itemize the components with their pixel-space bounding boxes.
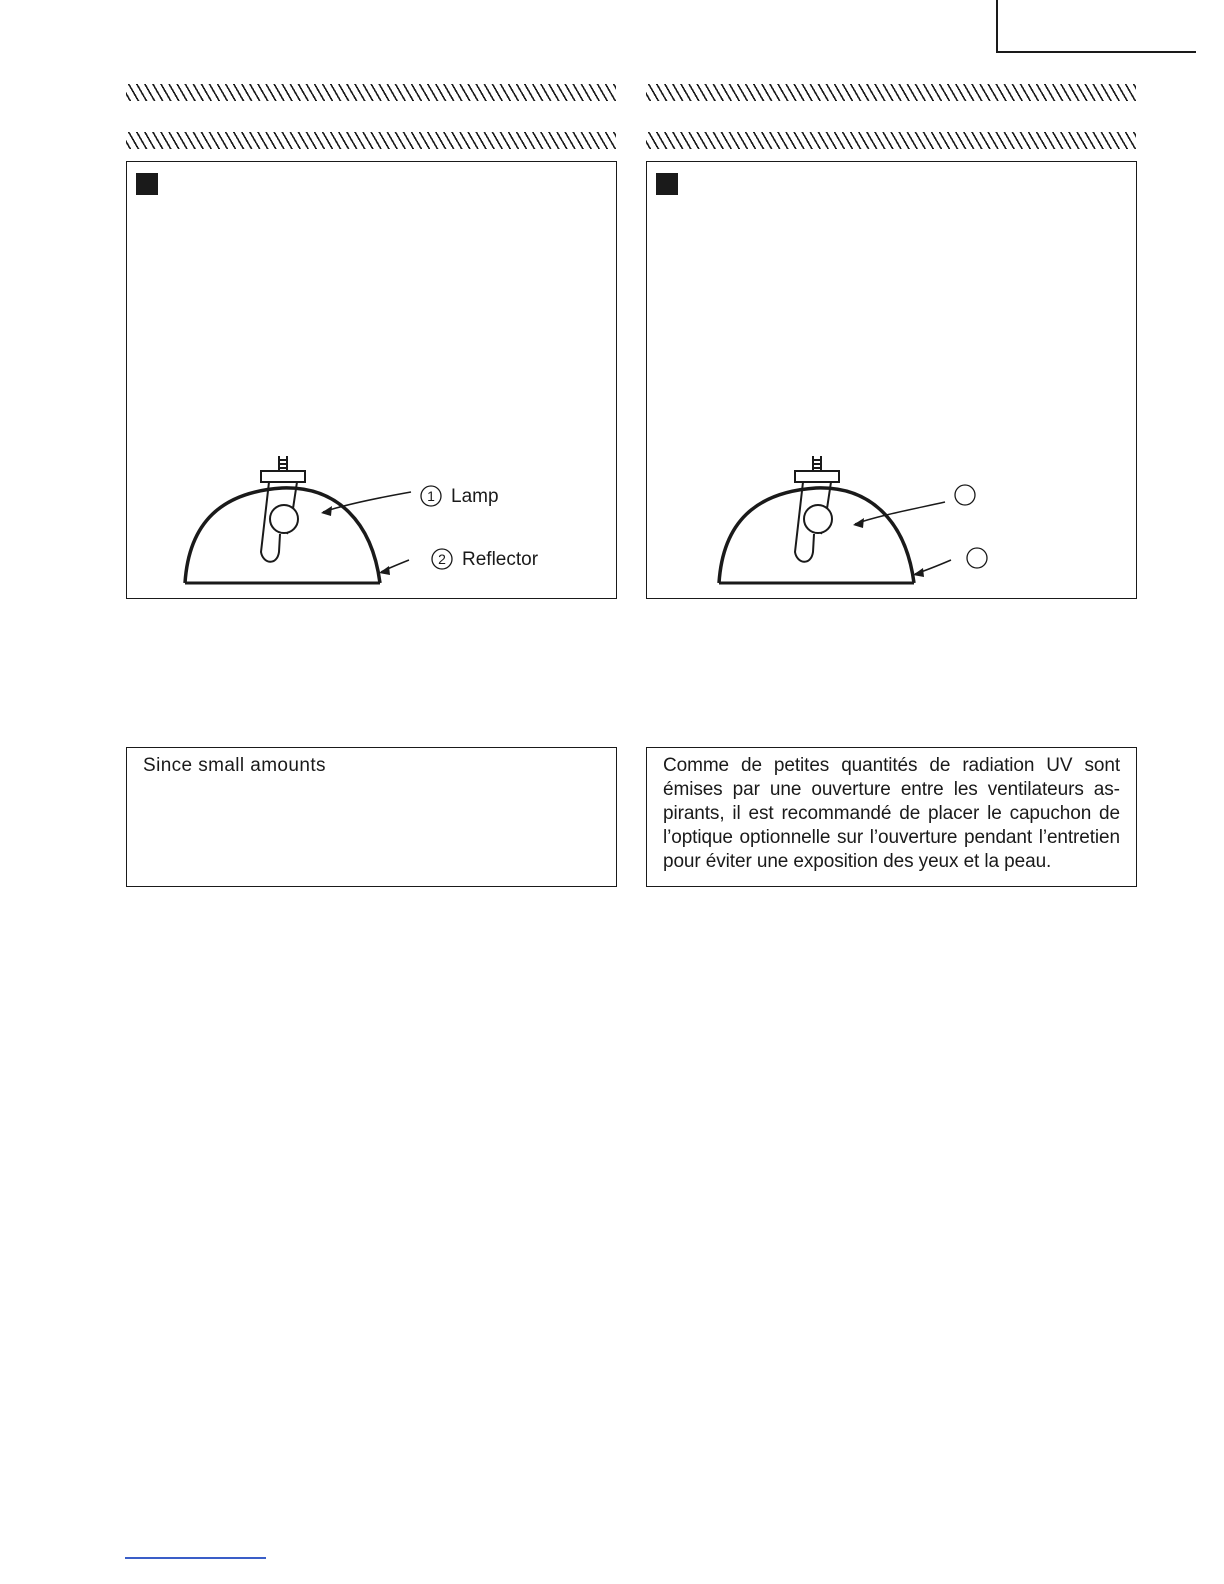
lamp-reflector-diagram — [127, 162, 618, 600]
lamp-diagram-panel-english — [126, 161, 617, 599]
page-corner-tab — [996, 0, 1196, 53]
footer-link-rule — [125, 1557, 266, 1559]
uv-warning-note-english: Since small amounts — [126, 747, 617, 887]
reflector-callout-label: Reflector — [462, 549, 539, 570]
hatched-rule-left-second — [126, 132, 616, 149]
lamp-diagram-panel-french — [646, 161, 1137, 599]
reflector-callout-number: 2 — [438, 551, 446, 567]
lamp-callout-number: 1 — [427, 488, 435, 504]
reflector-dome — [719, 488, 914, 583]
lamp-leader-line — [855, 502, 945, 524]
reflector-dome — [185, 488, 380, 583]
hatched-rule-right-top — [646, 84, 1136, 101]
hatched-rule-right-second — [646, 132, 1136, 149]
uv-warning-note-french: Comme de petites quantités de radiation UV sont émises par une ouverture entre les ventilateurs aspirants, il est recommandé de placer le capuchon de l’optique optionnelle sur l’ouverture pendant l’entretien pour éviter une exposition des yeux et la peau. — [646, 747, 1137, 887]
lamp-reflector-diagram — [647, 162, 1138, 600]
hatched-rule-left-top — [126, 84, 616, 101]
lamp-callout-label: Lamp — [451, 486, 499, 507]
